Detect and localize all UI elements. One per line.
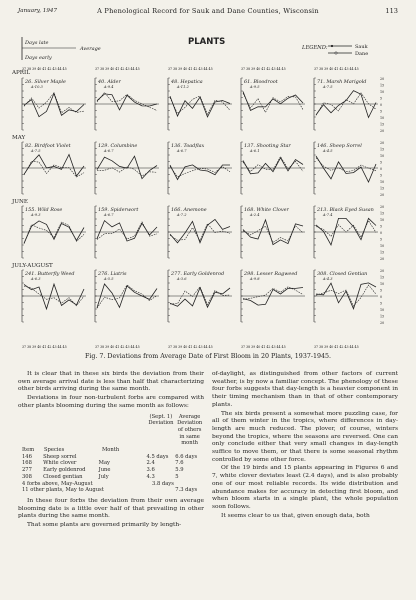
month-label: APRIL [12, 70, 30, 76]
panel-title: 129. Columbine [98, 143, 138, 149]
year-ticks-bottom: 37 38 39 40 41 42 43 44 45 [168, 345, 213, 349]
legend-dane-marker [335, 52, 337, 54]
right-column [212, 371, 398, 521]
y-tick-label: 10 [380, 180, 385, 184]
page-number: 113 [385, 7, 398, 15]
y-tick-label: 20 [380, 205, 385, 209]
table-row: 308 Closed gentian July 4.3 5 [22, 473, 179, 480]
y-tick-label: 20 [380, 193, 385, 197]
series-sauk-line [97, 94, 157, 110]
panel-title: 137. Shooting Star [244, 143, 291, 149]
key-days-early: Days early [25, 55, 52, 61]
y-tick-label: 15 [380, 275, 385, 280]
series-dane-line [24, 161, 84, 177]
year-ticks-top: 37 38 39 40 41 42 43 44 45 [168, 67, 213, 71]
table-head-species: Species [44, 447, 65, 454]
right-paragraph-2: The six birds present a somewhat more puzzling case, for all of them winter in the tropics, where differences in day-length are much reduced. The plover, of course, winters beyond the tropics, where the seasons are reversed. One can only conclude either that very small changes in day-length suffice to move them, or that there is some seasonal rhythm controlled by some other force. [212, 410, 398, 463]
y-tick-label: 20 [380, 321, 385, 325]
series-dane-line [24, 222, 84, 244]
right-paragraph-3: Of the 19 birds and 15 plants appearing in Figures 6 and 7, white clover deviates least (2.4 days), and is also probably one of our most reliable records. Its wide distribution and abundance makes for accuracy in detecting first bloom, and when bloom starts in a single plant, the whole population soon follows. [212, 465, 398, 510]
y-tick-label: 5 [380, 173, 383, 178]
panel-average-value: A-7.5 [31, 149, 41, 153]
y-tick-label: 10 [380, 308, 385, 312]
y-tick-label: 5 [380, 109, 383, 114]
year-ticks-top: 37 38 39 40 41 42 43 44 45 [241, 67, 286, 71]
panel-average-value: A-7.2 [177, 213, 187, 217]
panel-title: 155. Wild Rose [25, 207, 63, 213]
panel-title: 168. White Clover [244, 207, 289, 213]
left-paragraph-1: It is clear that in these six birds the deviation from their own average arrival date is less than half that characterizing other birds arriving during the same month. [18, 371, 204, 393]
header-date: January, 1947 [18, 8, 57, 14]
panel-average-value: A-3.6 [177, 277, 187, 281]
panel-average-value: A-9.8 [250, 277, 260, 281]
month-label: JUNE [12, 199, 28, 205]
panel-title: 146. Sheep Sorrel [317, 143, 362, 149]
y-tick-label: 15 [380, 314, 385, 319]
left-paragraph-3: In these four forbs the deviation from their own average blooming date is a little over half of that prevailing in other plants during the same month. [18, 497, 204, 520]
panel-title: 26. Silver Maple [25, 79, 66, 85]
panel-average-value: A-7.4 [323, 213, 333, 217]
panel-title: 298. Lesser Ragweed [244, 271, 298, 277]
y-tick-label: 0 [380, 295, 383, 299]
y-tick-label: 5 [380, 301, 383, 306]
series-dane-line [243, 157, 303, 172]
panel-average-value: A-6.1 [250, 149, 260, 153]
panel-title: 71. Marsh Marigold [317, 79, 367, 85]
panel-title: 166. Anemone [171, 207, 207, 213]
y-tick-label: 5 [380, 160, 383, 165]
series-sauk-line [243, 158, 303, 174]
y-tick-label: 20 [380, 141, 385, 145]
series-sauk-line [243, 288, 303, 306]
y-tick-label: 15 [380, 147, 385, 152]
panel-title: 48. Hepatica [171, 79, 203, 85]
y-tick-label: 20 [380, 269, 385, 273]
comparison-table [22, 414, 204, 494]
panel-title: 213. Black Eyed Susan [317, 207, 374, 213]
table-summary-row: 11 other plants, May to August 7.3 days [22, 487, 198, 494]
y-tick-label: 0 [380, 103, 383, 107]
y-tick-label: 5 [380, 224, 383, 229]
table-row: 168 White clover May 2.4 7.6 [22, 460, 184, 467]
panel-average-value: A-6.3 [31, 277, 41, 281]
y-tick-label: 10 [380, 282, 385, 286]
table-row: 146 Sheep sorrel 4.5 days 6.6 days [22, 453, 198, 460]
panel-average-value: A-6.7 [104, 213, 114, 217]
year-ticks-bottom: 37 38 39 40 41 42 43 44 45 [314, 345, 359, 349]
panel-average-value: A-5.5 [104, 277, 114, 281]
y-tick-label: 20 [380, 129, 385, 133]
series-sauk-line [316, 156, 376, 182]
panel-title: 159. Spiderwort [98, 207, 139, 213]
y-tick-label: 5 [380, 288, 383, 293]
panel-average-value: A-4.3 [323, 277, 333, 281]
series-sauk-line [24, 94, 84, 117]
year-ticks-top: 37 38 39 40 41 42 43 44 45 [22, 67, 67, 71]
y-tick-label: 10 [380, 218, 385, 222]
right-paragraph-1: of-daylight, as distinguished from other factors of current weather, is by now a familiar concept. The phenology of these four forbs suggests that day-length is a heavier component in their timing mechanism than in that of other contemporary plants. [212, 371, 398, 408]
y-tick-label: 0 [380, 167, 383, 171]
month-label: MAY [12, 135, 26, 141]
y-tick-label: 20 [380, 257, 385, 261]
series-sauk-line [97, 221, 157, 241]
y-tick-label: 20 [380, 77, 385, 81]
y-tick-label: 15 [380, 122, 385, 127]
panel-title: 277. Early Goldenrod [171, 271, 225, 277]
series-sauk-line [170, 288, 230, 308]
series-dane-line [170, 287, 230, 305]
page-header [18, 7, 398, 19]
series-dane-line [170, 96, 230, 114]
series-dane-line [316, 285, 376, 306]
panel-title: 136. Toadflax [171, 143, 205, 149]
y-tick-label: 10 [380, 90, 385, 94]
y-tick-label: 15 [380, 211, 385, 216]
year-ticks-top: 37 38 39 40 41 42 43 44 45 [314, 67, 359, 71]
phenology-figure [10, 32, 406, 350]
series-sauk-line [170, 96, 230, 117]
y-tick-label: 15 [380, 250, 385, 255]
panel-average-value: A-7.5 [323, 85, 333, 89]
series-dane-line [97, 285, 157, 308]
panel-average-value: A-11.2 [177, 85, 189, 89]
key-average: Average [80, 46, 101, 52]
year-ticks-top: 37 38 39 40 41 42 43 44 45 [95, 67, 140, 71]
series-dane-line [97, 222, 157, 240]
figure-title: PLANTS [188, 37, 226, 47]
y-tick-label: 15 [380, 83, 385, 88]
year-ticks-bottom: 37 38 39 40 41 42 43 44 45 [241, 345, 286, 349]
table-head-deviation: (Sept. 1) Deviation [148, 413, 174, 427]
panel-title: 61. Bloodroot [244, 79, 278, 85]
panel-title: 308. Closed Gentian [317, 271, 368, 277]
panel-average-value: A-9.3 [31, 213, 41, 217]
table-row: 277 Early goldenrod June 3.6 5.9 [22, 467, 184, 474]
year-ticks-bottom: 37 38 39 40 41 42 43 44 45 [22, 345, 67, 349]
y-tick-label: 10 [380, 116, 385, 120]
panel-average-value: A-2.4 [250, 213, 260, 217]
series-sauk-line [24, 284, 84, 309]
left-column [18, 371, 204, 531]
legend-dane: Dane [355, 51, 369, 57]
year-ticks-bottom: 37 38 39 40 41 42 43 44 45 [95, 345, 140, 349]
y-tick-label: 10 [380, 244, 385, 248]
panel-average-value: A-9.4 [104, 85, 114, 89]
y-tick-label: 0 [380, 231, 383, 235]
header-title: A Phenological Record for Sauk and Dane Counties, Wisconsin [97, 7, 319, 15]
y-tick-label: 10 [380, 154, 385, 158]
y-tick-label: 5 [380, 96, 383, 101]
panel-title: 82. Birdfoot Violet [25, 143, 71, 149]
y-tick-label: 15 [380, 186, 385, 191]
panel-average-value: A-6.7 [104, 149, 114, 153]
panel-average-value: A-9.5 [250, 85, 260, 89]
panel-title: 241. Butterfly Weed [25, 271, 75, 277]
panel-average-value: A-4.5 [323, 149, 333, 153]
series-sauk-line [170, 219, 230, 243]
table-head-month: Month [102, 447, 120, 454]
table-head-others: Average Deviation of others in same month [177, 413, 203, 447]
legend-sauk-marker [331, 45, 333, 47]
key-days-late: Days late [25, 40, 49, 46]
month-label: JULY-AUGUST [12, 263, 53, 269]
left-paragraph-4: That some plants are governed primarily by length- [27, 522, 182, 529]
panel-title: 276. Liatris [98, 271, 127, 277]
series-sauk-line [243, 92, 303, 111]
series-sauk-line [97, 156, 157, 178]
left-paragraph-2: Deviations in four non-turbulent forbs are compared with other plants blooming during the same month as follows: [18, 395, 204, 409]
table-summary-row: 4 forbs above, May-August 3.8 days [22, 480, 174, 487]
panel-average-value: A-10.3 [31, 85, 43, 89]
series-sauk-line [170, 165, 230, 180]
table-head-item: Item [22, 447, 35, 454]
legend-sauk: Sauk [355, 44, 368, 50]
right-paragraph-4: It seems clear to us that, given enough data, both [221, 512, 370, 519]
figure-caption: Fig. 7. Deviations from Average Date of First Bloom in 20 Plants, 1937-1945. [85, 353, 331, 360]
panel-title: 40. Alder [98, 79, 121, 85]
legend-label: LEGEND: [302, 45, 328, 51]
y-tick-label: 5 [380, 237, 383, 242]
panel-average-value: A-6.7 [177, 149, 187, 153]
